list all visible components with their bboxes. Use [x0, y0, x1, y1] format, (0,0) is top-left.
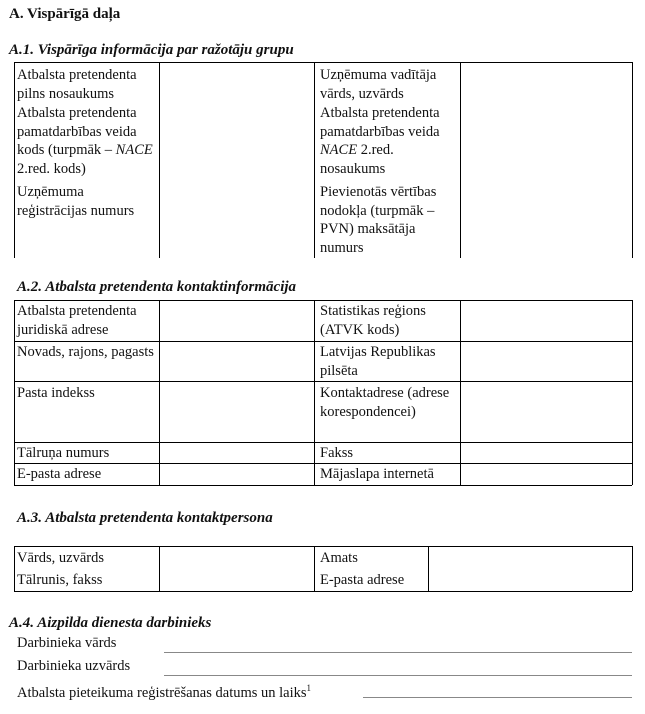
a1-full-name-label: Atbalsta pretendenta pilns nosaukums	[17, 67, 137, 102]
a4-reg-datetime-line[interactable]	[363, 697, 632, 698]
a1-reg-number-label: Uzņēmuma reģistrācijas numurs	[17, 184, 135, 219]
a4-first-name-label: Darbinieka vārds	[17, 635, 117, 651]
a3-position-label: Amats	[320, 550, 358, 566]
a2-fax-label: Fakss	[320, 445, 354, 461]
a3-title: A.3. Atbalsta pretendenta kontaktpersona	[17, 510, 273, 526]
a4-first-name-line[interactable]	[164, 652, 632, 653]
a2-phone-label: Tālruņa numurs	[17, 445, 110, 461]
a4-reg-datetime-label: Atbalsta pieteikuma reģistrēšanas datums un laiks$^1$	[17, 683, 312, 701]
a2-email-label: E-pasta adrese	[17, 466, 102, 482]
a2-postcode-label: Pasta indekss	[17, 385, 95, 401]
a2-legal-address-label: Atbalsta pretendenta juridiskā adrese	[17, 303, 137, 338]
a2-title: A.2. Atbalsta pretendenta kontaktinformācija	[17, 279, 297, 295]
a1-nace-name-label: Atbalsta pretendenta pamatdarbības veida NACE 2.red. nosaukums	[320, 105, 440, 177]
a2-county-label: Novads, rajons, pagasts	[17, 344, 154, 360]
a3-name-label: Vārds, uzvārds	[17, 550, 104, 566]
a1-nace-code-label: Atbalsta pretendenta pamatdarbības veida kods (turpmāk – NACE 2.red. kods)	[17, 105, 153, 177]
a2-website-label: Mājaslapa internetā	[320, 466, 434, 482]
a3-phone-fax-label: Tālrunis, fakss	[17, 572, 103, 588]
a2-contact-address-label: Kontaktadrese (adrese korespondencei)	[320, 385, 450, 420]
footnote-marker: 1	[306, 683, 312, 693]
a3-email-label: E-pasta adrese	[320, 572, 405, 588]
a4-title: A.4. Aizpilda dienesta darbinieks	[9, 615, 212, 631]
a4-last-name-label: Darbinieka uzvārds	[17, 658, 131, 674]
a1-manager-label: Uzņēmuma vadītāja vārds, uzvārds	[320, 67, 437, 102]
a1-title: A.1. Vispārīga informācija par ražotāju grupu	[9, 42, 294, 58]
a1-vat-label: Pievienotās vērtības nodokļa (turpmāk – PVN) maksātāja numurs	[320, 184, 437, 256]
a2-stat-region-label: Statistikas reģions (ATVK kods)	[320, 303, 426, 338]
section-title: A. Vispārīgā daļa	[9, 6, 121, 22]
a2-city-label: Latvijas Republikas pilsēta	[320, 344, 436, 379]
a4-last-name-line[interactable]	[164, 675, 632, 676]
